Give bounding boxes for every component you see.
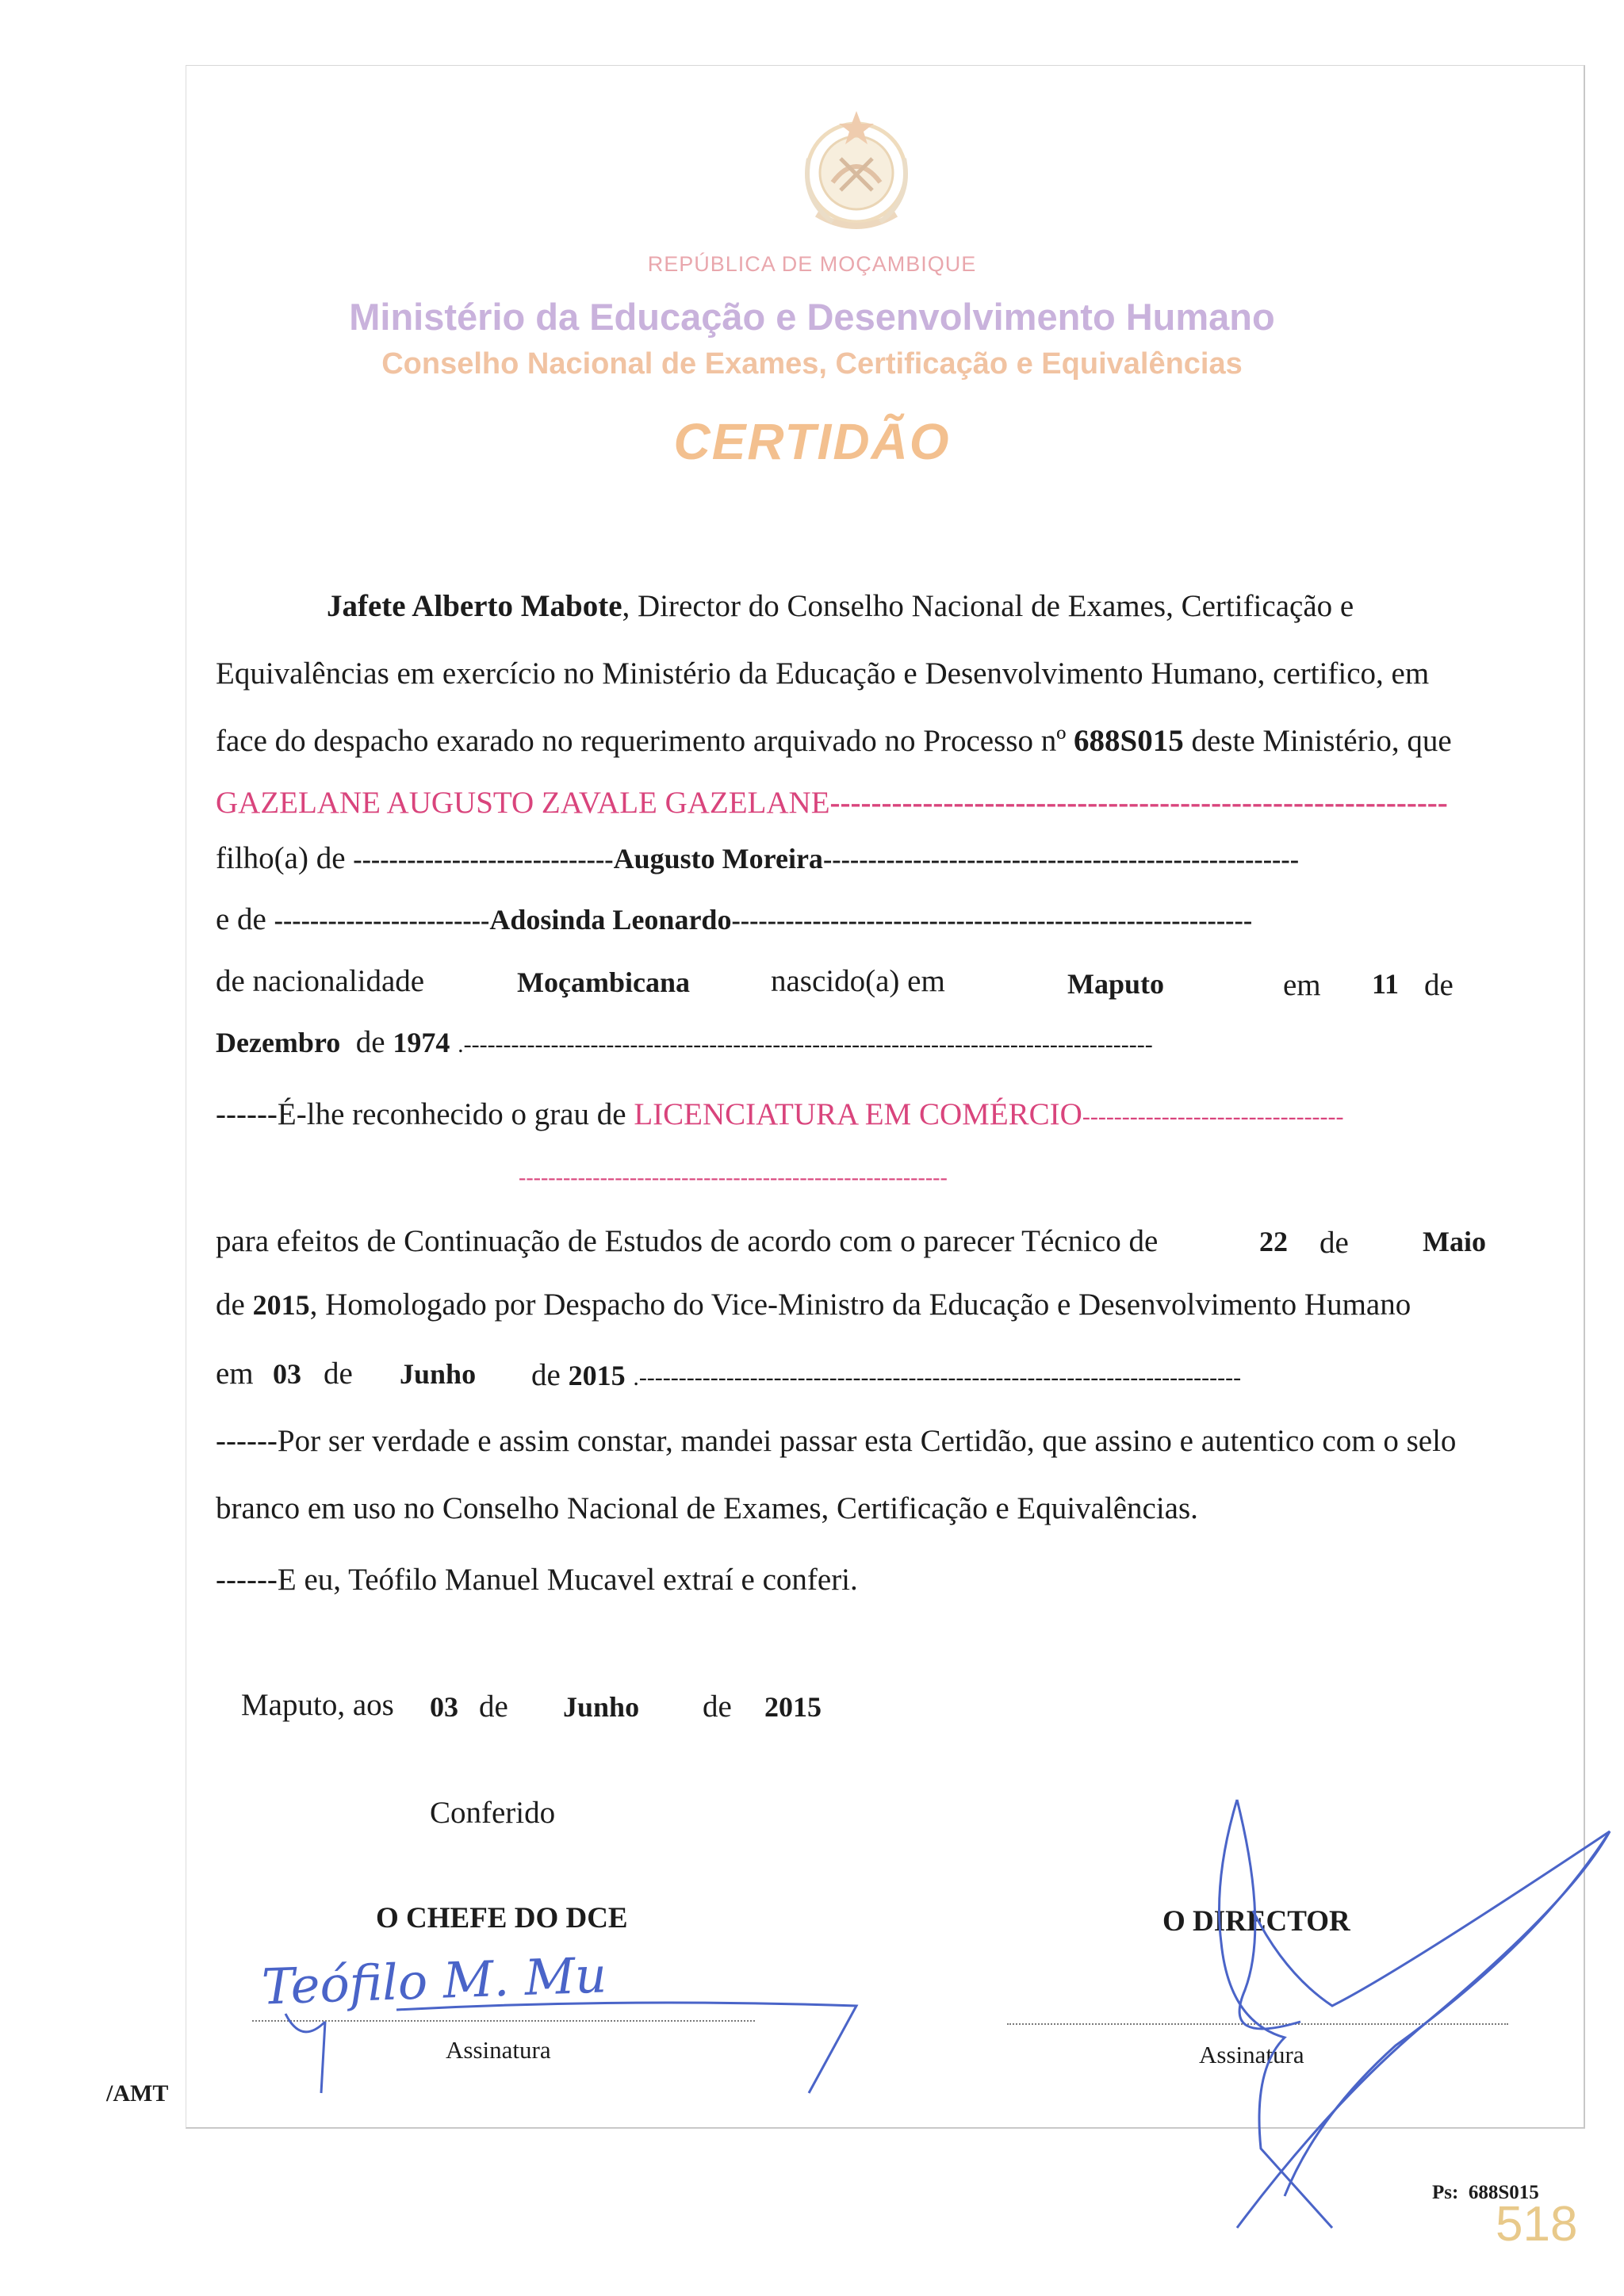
mother-pre-dashes: ------------------------ <box>274 906 490 936</box>
homol-de-label: de <box>324 1357 353 1391</box>
homol-year: 2015 <box>568 1360 626 1391</box>
date-year: 2015 <box>764 1691 822 1723</box>
mother-post-dashes: ---------------------------------------------------------- <box>731 906 1253 936</box>
date-day: 03 <box>430 1691 458 1723</box>
mother-line <box>216 901 1252 937</box>
degree-continuation-dashes: ---------------------------------------------------------- <box>519 1165 948 1190</box>
body-line-3-pre: face do despacho exarado no requerimento arquivado no Processo nº <box>216 724 1067 758</box>
holder-dashes: ------------------------------------------------------------ <box>829 786 1448 820</box>
body-line-1 <box>327 588 1354 624</box>
date-de-2: de <box>703 1689 732 1724</box>
body-line-3 <box>216 723 1452 759</box>
birth-month: Dezembro <box>216 1027 341 1058</box>
birth-year: 1974 <box>393 1027 450 1058</box>
body-line-1-rest: , Director do Conselho Nacional de Exames, Certificação e <box>622 589 1354 623</box>
opinion-de-label: de <box>1320 1226 1349 1260</box>
chief-title: O CHEFE DO DCE <box>376 1902 628 1934</box>
coat-of-arms-emblem <box>785 103 928 246</box>
and-of-label: e de <box>216 902 266 936</box>
father-name: Augusto Moreira <box>613 843 823 874</box>
date-place: Maputo, aos <box>241 1688 394 1722</box>
homol-day: 03 <box>273 1358 301 1390</box>
director-name: Jafete Alberto Mabote <box>327 589 622 623</box>
son-of-label: filho(a) de <box>216 841 346 875</box>
homol-year-line <box>531 1357 1241 1393</box>
body-line-2: Equivalências em exercício no Ministério da Educação e Desenvolvimento Humano, certifico, em <box>216 656 1430 691</box>
holder-line <box>216 785 1564 821</box>
degree-line <box>216 1096 1564 1132</box>
chief-signature-strokes <box>238 1934 888 2109</box>
extract-line: ------E eu, Teófilo Manuel Mucavel extraí e conferi. <box>216 1563 858 1597</box>
ps-value: 688S015 <box>1468 2182 1539 2203</box>
born-label: nascido(a) em <box>771 964 945 998</box>
author-initials: /AMT <box>106 2080 169 2107</box>
em-label: em <box>1283 968 1321 1002</box>
ps-label: Ps: <box>1432 2182 1459 2203</box>
homol-year-de-label: de <box>531 1358 561 1392</box>
opinion-year: 2015 <box>252 1289 310 1321</box>
birthplace-value: Maputo <box>1067 968 1165 1000</box>
date-month: Junho <box>563 1691 640 1723</box>
opinion-month: Maio <box>1423 1226 1486 1257</box>
birth-dashes: .--------------------------------------------------------------------------------------- <box>458 1031 1153 1058</box>
degree-dashes: --------------------------------- <box>1082 1104 1344 1130</box>
director-signature-label: Assinatura <box>1199 2041 1304 2068</box>
page-number-stamp: 518 <box>1496 2197 1578 2252</box>
truth-line-2: branco em uso no Conselho Nacional de Exames, Certificação e Equivalências. <box>216 1491 1198 1525</box>
body-line-3-post: deste Ministério, que <box>1191 724 1452 758</box>
birth-de-label: de <box>355 1025 385 1059</box>
mother-name: Adosinda Leonardo <box>489 904 732 936</box>
father-line <box>216 840 1299 876</box>
process-number: 688S015 <box>1074 724 1184 758</box>
degree-value: LICENCIATURA EM COMÉRCIO <box>634 1097 1082 1131</box>
homologated-line <box>216 1287 1411 1322</box>
purpose-text: para efeitos de Continuação de Estudos de acordo com o parecer Técnico de <box>216 1224 1159 1258</box>
homologated-text: , Homologado por Despacho do Vice-Ministro da Educação e Desenvolvimento Humano <box>309 1288 1411 1322</box>
ministry-heading: Ministério da Educação e Desenvolvimento Humano <box>349 296 1275 338</box>
homol-month: Junho <box>400 1358 477 1390</box>
nationality-label: de nacionalidade <box>216 964 425 998</box>
birth-date-line <box>216 1024 1153 1060</box>
council-heading: Conselho Nacional de Exames, Certificação e Equivalências <box>381 347 1243 381</box>
verified-label: Conferido <box>430 1796 556 1830</box>
degree-pre: ------É-lhe reconhecido o grau de <box>216 1097 626 1131</box>
nationality-value: Moçambicana <box>517 966 690 998</box>
chief-handwritten-signature: Teófilo M. Mu <box>260 1946 608 2016</box>
father-post-dashes: ----------------------------------------------------- <box>822 845 1300 874</box>
republic-heading: REPÚBLICA DE MOÇAMBIQUE <box>647 252 977 276</box>
director-title: O DIRECTOR <box>1162 1905 1350 1938</box>
opinion-day: 22 <box>1259 1226 1288 1257</box>
birth-day: 11 <box>1372 968 1400 1000</box>
document-title: CERTIDÃO <box>673 413 951 470</box>
homologated-de-label: de <box>216 1288 245 1322</box>
holder-name: GAZELANE AUGUSTO ZAVALE GAZELANE <box>216 786 830 820</box>
chief-signature-label: Assinatura <box>446 2036 551 2064</box>
truth-line-1: ------Por ser verdade e assim constar, mandei passar esta Certidão, que assino e autentico com o selo <box>216 1424 1457 1458</box>
de-label: de <box>1424 968 1454 1002</box>
director-signature-strokes <box>1094 1784 1624 2260</box>
homol-dashes: .---------------------------------------------------------------------------- <box>633 1364 1242 1391</box>
father-pre-dashes: ----------------------------- <box>353 845 614 874</box>
date-de-1: de <box>479 1689 508 1724</box>
homol-em-label: em <box>216 1357 254 1391</box>
